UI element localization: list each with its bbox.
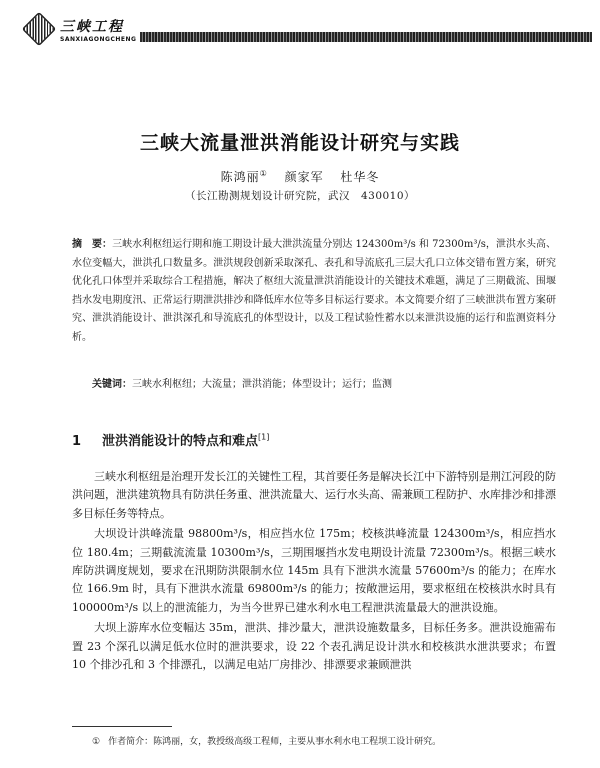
author-footnote-marker: ① (259, 169, 268, 178)
footnote-marker: ① (92, 737, 101, 747)
paper-title: 三峡大流量泄洪消能设计研究与实践 (139, 132, 460, 154)
section-reference: [1] (258, 432, 270, 442)
affiliation: （长江勘测规划设计研究院，武汉 430010） (184, 190, 416, 202)
section-number: 1 (72, 434, 82, 449)
journal-logo-en: SANXIAGONGCHENG (60, 36, 137, 43)
keywords-text: 三峡水利枢纽；大流量；泄洪消能；体型设计；运行；监测 (132, 379, 392, 390)
abstract (72, 236, 556, 348)
journal-logo-cn: 三峡工程 (60, 19, 124, 35)
section-body (72, 468, 556, 676)
body-paragraph: 大坝设计洪峰流量 98800m³/s，相应挡水位 175m；校核洪峰流量 124300m³/s，相应挡水位 180.4m；三期截流流量 10300m³/s，三期围堰挡水发电期设计流量 72300m³/s。根据三峡水库防洪调度规划，要求在汛期防洪限制水位 145m 具有下泄洪水流量 57600m³/s 的能力；在库水位 166.9m 时，具有下泄洪水流量 69800m³/s 的能力；按敞泄运用，要求枢纽在校核洪水时具有 100000m³/s 以上的泄流能力，为当今世界已建水利水电工程泄洪流量最大的泄洪设施。 (72, 527, 556, 614)
section-title: 泄洪消能设计的特点和难点 (102, 434, 259, 449)
author-line (0, 168, 600, 185)
footnote (92, 736, 556, 748)
author-name: 陈鸿丽① (220, 169, 268, 184)
keywords-label: 关键词： (92, 379, 132, 390)
abstract-label: 摘 要： (72, 239, 113, 250)
section-heading (72, 430, 556, 449)
author-name: 颜家军 (284, 170, 324, 184)
keywords (92, 377, 556, 393)
journal-logo-icon (22, 12, 57, 47)
journal-masthead (22, 10, 592, 50)
footnote-text: 作者简介：陈鸿丽，女，教授级高级工程师，主要从事水利水电工程坝工设计研究。 (108, 737, 442, 747)
author-name: 杜华冬 (340, 170, 380, 184)
footnote-divider (72, 726, 172, 727)
abstract-text: 三峡水利枢纽运行期和施工期设计最大泄洪流量分别达 124300m³/s 和 72300m³/s，泄洪水头高、水位变幅大，泄洪孔口数量多。泄洪规段创新采取深孔、表孔和导流底孔三层大孔口立体交错布置方案，研究优化孔口体型并采取综合工程措施，解决了枢纽大流量泄洪消能设计的关键技术难题，满足了三期截流、围堰挡水发电期度汛、正常运行期泄洪排沙和降低库水位等多目标运行要求。本文简要介绍了三峡泄洪布置方案研究、泄洪消能设计、泄洪深孔和导流底孔的体型设计，以及工程试验性蓄水以来泄洪设施的运行和监测资料分析。 (72, 239, 557, 343)
body-paragraph: 大坝上游库水位变幅达 35m，泄洪、排沙量大，泄洪设施数量多，目标任务多。泄洪设施需布置 23 个深孔以满足低水位时的泄洪要求，设 22 个表孔满足设计洪水和校核洪水泄洪要求；布置 10 个排沙孔和 3 个排漂孔，以满足电站厂房排沙、排漂要求兼顾泄洪 (72, 621, 556, 672)
body-paragraph: 三峡水利枢纽是治理开发长江的关键性工程，其首要任务是解决长江中下游特别是荆江河段的防洪问题，泄洪建筑物具有防洪任务重、泄洪流量大、运行水头高、需兼顾工程防护、水库排沙和排漂多目标任务等特点。 (72, 470, 556, 520)
masthead-decorative-bar (140, 32, 592, 42)
